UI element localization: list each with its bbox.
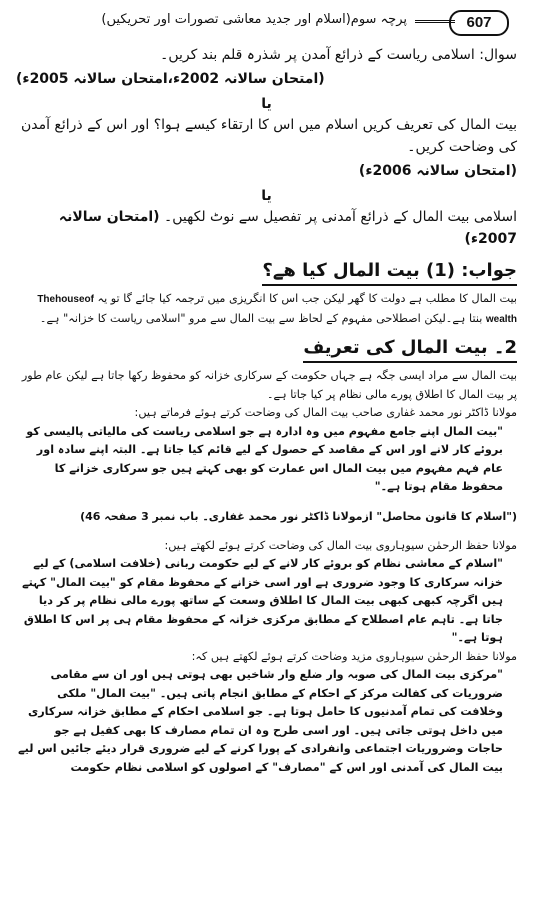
question-1-ref: (امتحان سالانہ 2002ء،امتحان سالانہ 2005ء) xyxy=(16,71,325,87)
running-head: پرچہ سوم(اسلام اور جدید معاشی تصورات اور تحریکیں) xyxy=(101,12,407,27)
answer-english-term: Thehouseof wealth xyxy=(37,294,517,325)
question-3-ref: (امتحان سالانہ 2007ء) xyxy=(58,209,517,247)
answer-part1: بیت المال کا مطلب ہے دولت کا گھر لیکن جب اس کا انگریزی میں ترجمہ کیا جائے گا تو یہ xyxy=(97,292,517,305)
definition-paragraph: بیت المال سے مراد ایسی جگہ ہے جہاں حکومت کے سرکاری خزانہ کو محفوظ رکھا جاتا ہے لیکن عام طور پر بیت المال کا اطلاق پورے مالی نظام پر کیا جاتا ہے۔ xyxy=(21,369,517,401)
ghaffari-source: ("اسلام کا قانون محاصل" ازمولانا ڈاکٹر نور محمد غفاری۔ باب نمبر 3 صفحہ 46) xyxy=(80,509,517,523)
ghaffari-intro: مولانا ڈاکٹر نور محمد غفاری صاحب بیت المال کی وضاحت کرتے ہوئے فرماتے ہیں: xyxy=(134,406,517,419)
page-number: 607 xyxy=(449,10,509,36)
seoharvi-quote: "اسلام کے معاشی نظام کو بروئے کار لانے کے لیے حکومت ربانی (خلافت اسلامی) کے لیے خزانہ سرکاری کا وجود ضروری ہے اور اسی خزانے کے محفوظ مقام کو "بیت المال" کہتے ہیں اگرچہ کبھی کبھی بیت المال کا اطلاق وسعت کے ساتھ پورے مالی نظام پر کر دیا جاتا ہے۔ تاہم عام اصطلاح کے مطابق مرکزی خزانہ کے محفوظ مقام ہی پر اس کا اطلاق ہوتا ہے۔" xyxy=(22,557,503,644)
section-2-heading: 2۔ بیت المال کی تعریف xyxy=(303,335,517,363)
answer-paragraph xyxy=(16,290,517,329)
question-3-text: اسلامی بیت المال کے ذرائع آمدنی پر تفصیل سے نوٹ لکھیں۔ xyxy=(164,209,517,225)
seoharvi-quote-2: "مرکزی بیت المال کی صوبہ وار ضلع وار شاخیں بھی ہوتی ہیں اور ان سے مقامی ضروریات کی کفالت مرکز کے احکام کے مطابق انجام پاتی ہیں۔ "بیت المال" ملکی وخلافت کی تمام آمدنیوں کا حامل ہوتا ہے۔ جو اسلامی احکام کے مطابق خزانہ سرکاری میں داخل ہوتی جاتی ہیں۔ اور اسی طرح وہ ان تمام مصارف کا بھی کفیل ہے جو حاجات وضروریات اجتماعی وانفرادی کے پورا کرنے کے لیے ضروری قرار دیئے جائیں اس لیے بیت المال کی آمدنی اور اس کے "مصارف" کے اصولوں کو اسلامی نظام حکومت xyxy=(18,668,503,774)
seoharvi-intro-2: مولانا حفظ الرحمٰن سیوہاروی مزید وضاحت کرتے ہوئے لکھتے ہیں کہ: xyxy=(191,649,517,663)
header-rule xyxy=(415,20,455,23)
page-header xyxy=(16,6,517,40)
or-separator-2: یا xyxy=(261,188,272,204)
or-separator-1: یا xyxy=(261,96,272,112)
seoharvi-intro: مولانا حفظ الرحمٰن سیوہاروی بیت المال کی وضاحت کرتے ہوئے لکھتے ہیں: xyxy=(164,538,517,552)
question-2: بیت المال کی تعریف کریں اسلام میں اس کا ارتقاء کیسے ہوا؟ اور اس کے ذرائع آمدن کی وضاحت کریں۔ xyxy=(20,117,517,155)
answer-heading: جواب: (1) بیت المال کیا ھے؟ xyxy=(262,258,517,286)
question-2-ref: (امتحان سالانہ 2006ء) xyxy=(358,163,517,179)
question-1: سوال: اسلامی ریاست کے ذرائع آمدن پر شذرہ قلم بند کریں۔ xyxy=(160,47,517,63)
ghaffari-quote: "بیت المال اپنے جامع مفہوم میں وہ ادارہ ہے جو اسلامی ریاست کی مالیاتی پالیسی کو بروئے کار لانے اور اس کے مقاصد کے حصول کے لیے قائم کیا جاتا ہے۔ البتہ اپنے سادہ اور عام فہم مفہوم میں بیت المال اس عمارت کو بھی کہتے ہیں جو سرکاری خزانے کا محفوظ مقام ہوتا ہے۔" xyxy=(26,424,503,493)
answer-part2: بنتا ہے۔لیکن اصطلاحی مفہوم کے لحاظ سے بیت المال سے مرو "اسلامی ریاست کا خزانہ" ہے۔ xyxy=(39,311,483,325)
question-3 xyxy=(16,206,517,250)
